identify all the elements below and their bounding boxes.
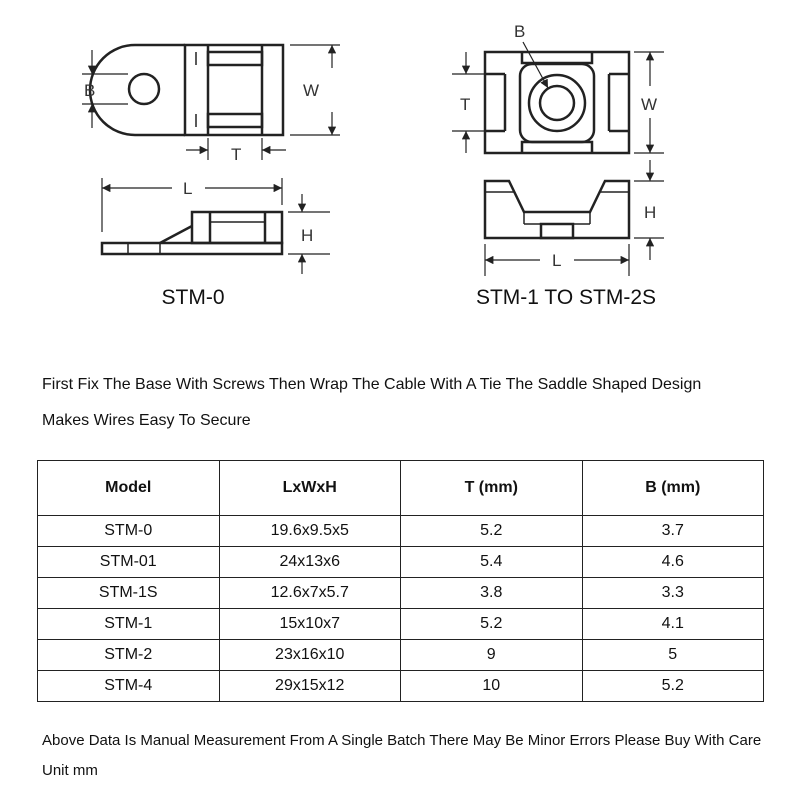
diagram-canvas [0,0,800,345]
stm1-label-l: L [552,251,562,270]
dimension-diagrams [0,0,800,345]
cell-dimensions: 24x13x6 [219,547,401,578]
disclaimer-note: Above Data Is Manual Measurement From A Single Batch There May Be Minor Errors Please Buy With Care [42,732,762,749]
stm0-label-h: H [301,226,314,245]
cell-model: STM-2 [38,640,220,671]
stm0-caption: STM-0 [161,286,225,309]
cell-model: STM-0 [38,516,220,547]
cell-model: STM-01 [38,547,220,578]
cell-t: 9 [401,640,583,671]
table-row [38,609,764,640]
stm0-side-dimensions [102,178,330,274]
stm0-label-b: B [84,81,96,100]
header-model: Model [38,461,220,516]
cell-b: 5 [582,640,764,671]
cell-b: 5.2 [582,671,764,702]
table-header-row [38,461,764,516]
cell-dimensions: 19.6x9.5x5 [219,516,401,547]
stm0-top-view [90,45,283,135]
cell-dimensions: 15x10x7 [219,609,401,640]
stm1-top-view [485,52,629,153]
stm0-label-t: T [231,145,242,164]
cell-b: 3.7 [582,516,764,547]
header-b: B (mm) [582,461,764,516]
stm1-side-view [485,181,629,238]
cell-b: 3.3 [582,578,764,609]
stm1-label-w: W [641,95,658,114]
table-row [38,516,764,547]
table-row [38,578,764,609]
cell-dimensions: 12.6x7x5.7 [219,578,401,609]
stm1-label-b: B [514,22,526,41]
intro-line-2: Makes Wires Easy To Secure [42,412,251,429]
table-row [38,671,764,702]
stm0-label-w: W [303,81,320,100]
stm1-label-h: H [644,203,657,222]
cell-dimensions: 29x15x12 [219,671,401,702]
table-row [38,547,764,578]
stm1-side-dimensions [485,160,664,276]
intro-line-1: First Fix The Base With Screws Then Wrap The Cable With A Tie The Saddle Shaped Design [42,376,702,393]
cell-t: 5.2 [401,516,583,547]
stm0-top-dimensions [82,45,340,160]
cell-model: STM-1 [38,609,220,640]
unit-note: Unit mm [42,762,98,779]
cell-dimensions: 23x16x10 [219,640,401,671]
stm1-label-t: T [460,95,471,114]
stm0-side-view [102,212,282,254]
header-dimensions: LxWxH [219,461,401,516]
cell-b: 4.1 [582,609,764,640]
cell-t: 3.8 [401,578,583,609]
stm0-label-l: L [183,179,193,198]
cell-b: 4.6 [582,547,764,578]
cell-model: STM-4 [38,671,220,702]
cell-model: STM-1S [38,578,220,609]
table-row [38,640,764,671]
cell-t: 5.4 [401,547,583,578]
cell-t: 5.2 [401,609,583,640]
cell-t: 10 [401,671,583,702]
header-t: T (mm) [401,461,583,516]
stm1-caption: STM-1 TO STM-2S [475,286,657,309]
spec-table [37,460,764,702]
